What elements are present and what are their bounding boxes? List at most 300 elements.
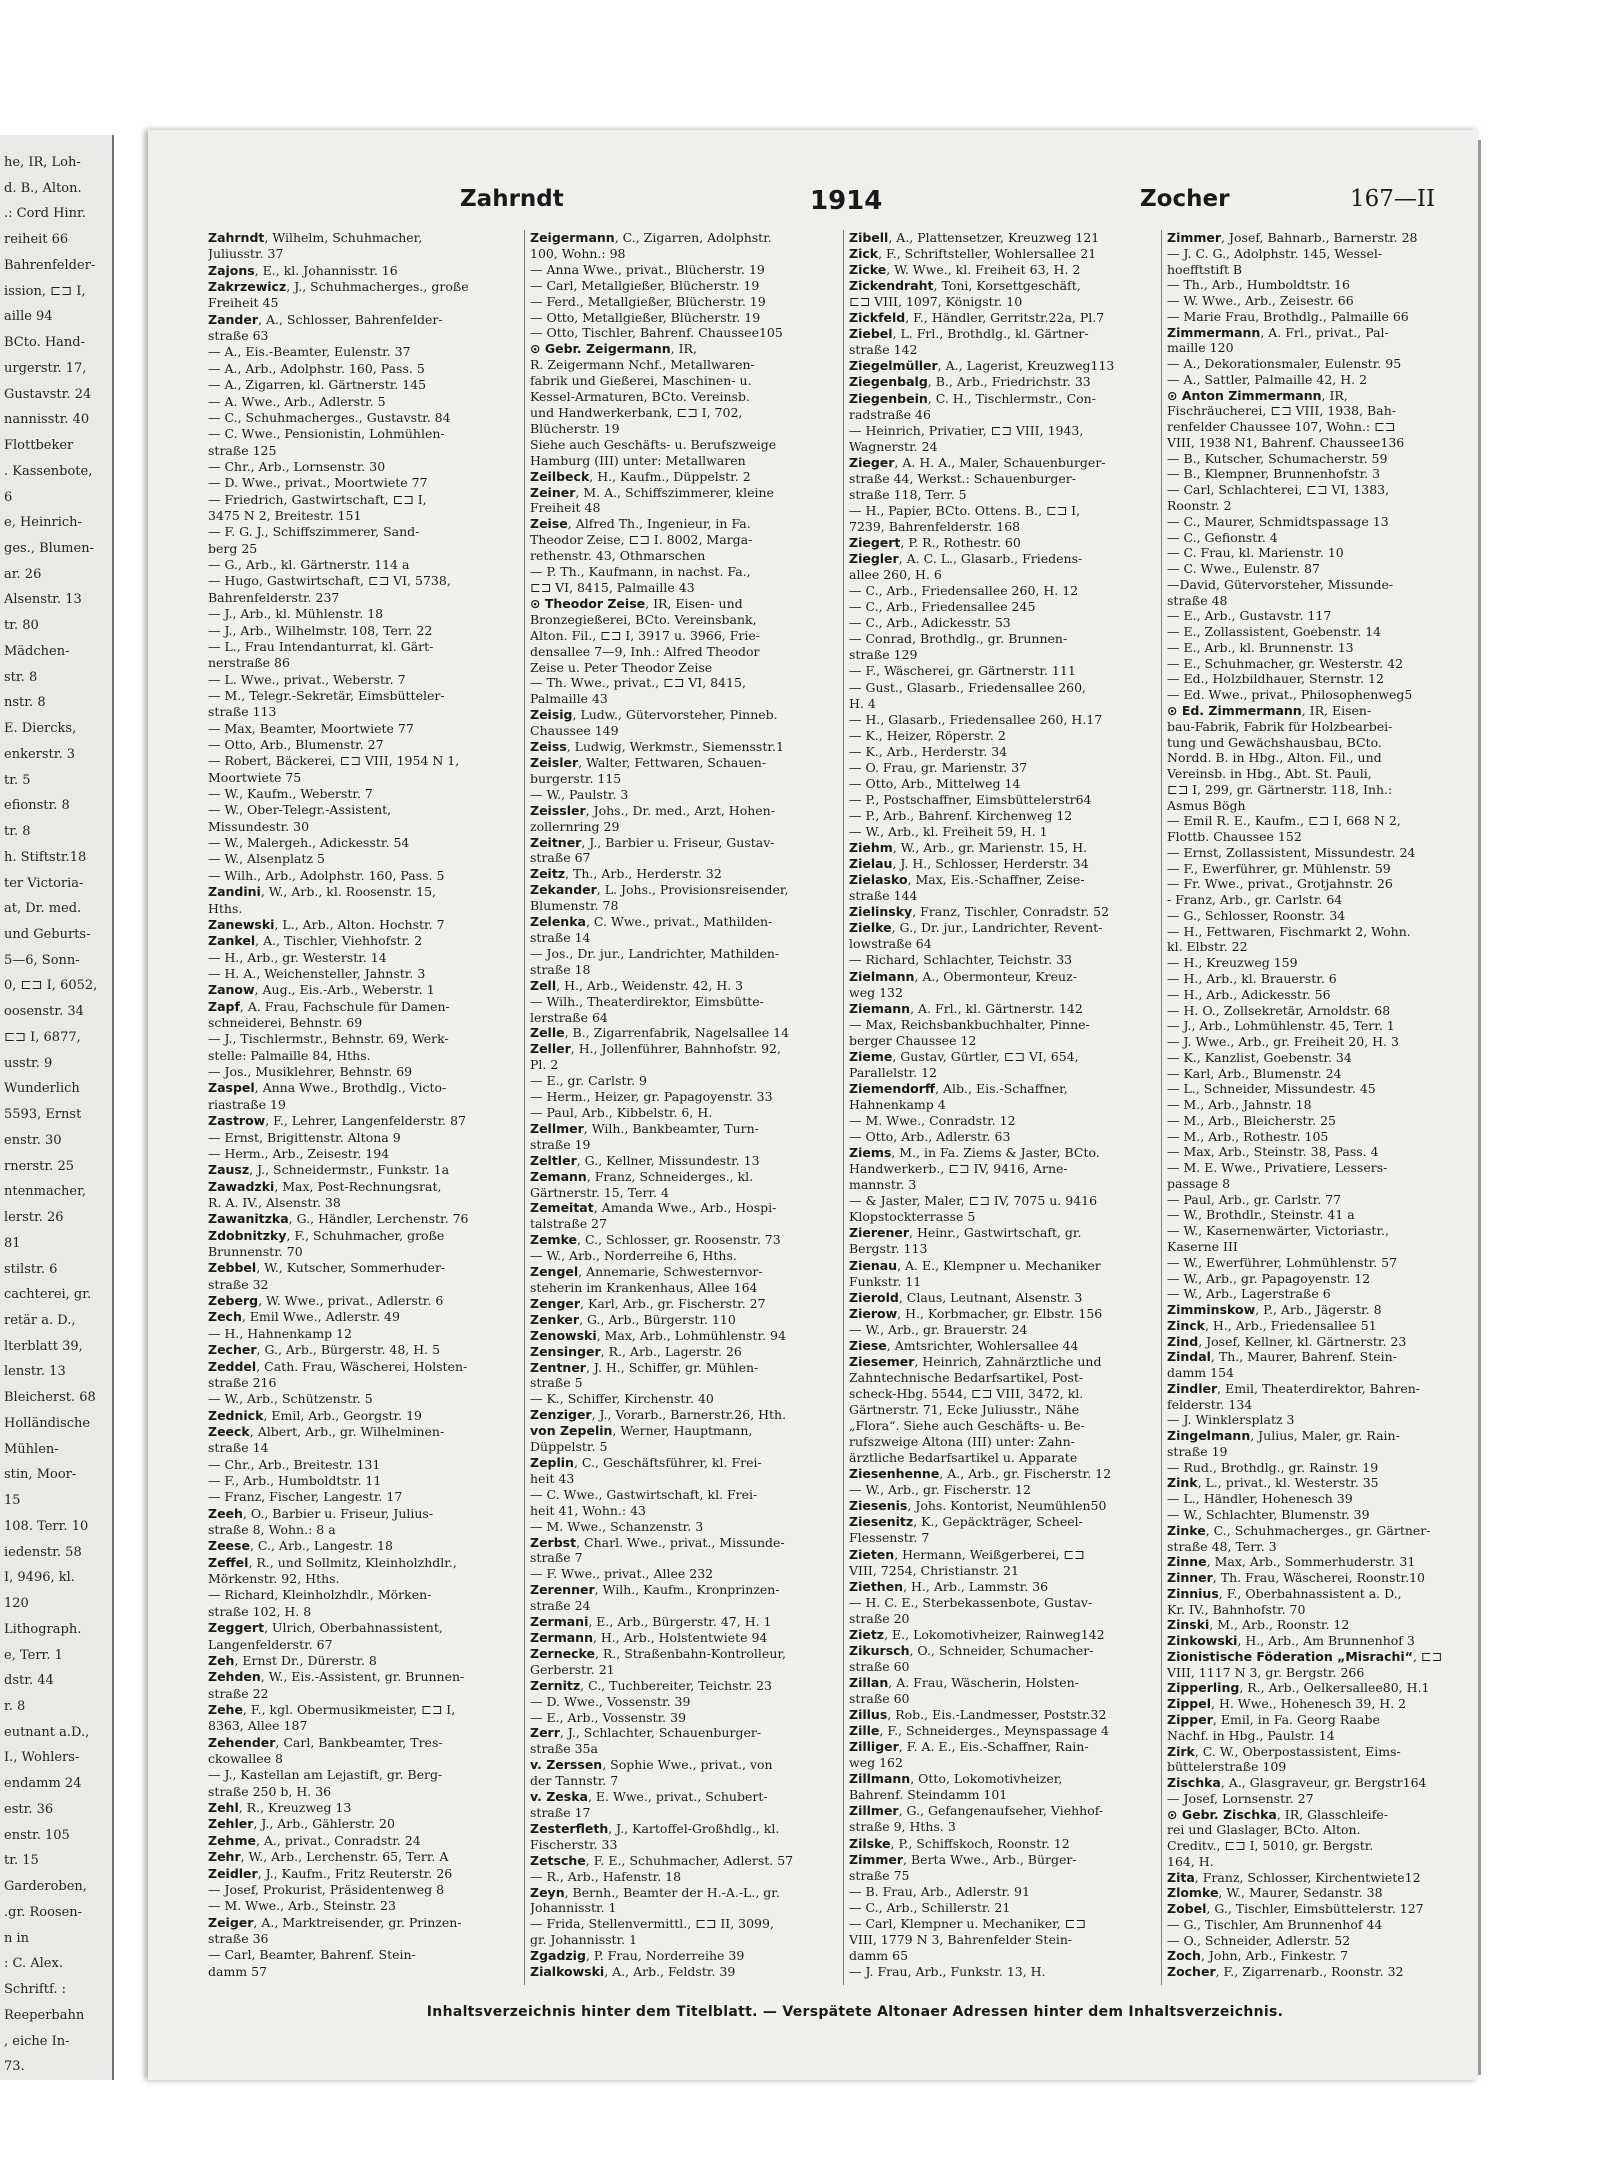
directory-entry-line: — Richard, Schlachter, Teichstr. 33 [849,952,1073,968]
directory-entry-line: — J., Arb., Lohmühlenstr. 45, Terr. 1 [1167,1018,1395,1034]
directory-entry-line: — Carl, Metallgießer, Blücherstr. 19 [530,277,760,293]
directory-column-3 [849,230,1149,1985]
directory-entry-line: Siehe auch Geschäfts- u. Berufszweige [530,436,777,452]
directory-entry-line: — G., Schlosser, Roonstr. 34 [1167,907,1346,923]
directory-entry-line: Zahrndt, Wilhelm, Schuhmacher, [208,230,423,245]
directory-entry-line: Zebbel, W., Kutscher, Sommerhuder- [208,1260,446,1276]
previous-page-line: at, Dr. med. [4,901,82,917]
directory-entry-line: berger Chaussee 12 [849,1032,977,1048]
previous-page-line: ges., Blumen- [4,541,94,556]
directory-entry-line: Wagnerstr. 24 [849,438,938,454]
directory-entry-line: — H. A., Weichensteller, Jahnstr. 3 [208,965,426,981]
directory-entry-line: Juliusstr. 37 [208,246,284,262]
directory-entry-line: — Frida, Stellenvermittl., ⊏⊐ II, 3099, [530,1916,774,1932]
directory-entry-line: Bergstr. 113 [849,1241,928,1257]
directory-entry-line: straße 44, Werkst.: Schauenburger- [849,470,1077,486]
directory-entry-line: straße 8, Wohn.: 8 a [208,1522,336,1538]
directory-entry-line: Zankel, A., Tischler, Viehhofstr. 2 [208,933,423,949]
directory-entry-line: Zerr, J., Schlachter, Schauenburger- [530,1725,762,1741]
directory-entry-line: Palmaille 43 [530,691,608,707]
directory-entry-line: damm 65 [849,1947,909,1963]
directory-entry-line: Zirk, C. W., Oberpostassistent, Eims- [1167,1743,1401,1759]
directory-entry-line: Zerenner, Wilh., Kaufm., Kronprinzen- [530,1582,780,1598]
directory-entry-line: Zierow, H., Korbmacher, gr. Elbstr. 156 [849,1305,1103,1321]
directory-entry-line: — Chr., Arb., Breitestr. 131 [208,1456,381,1472]
directory-entry-line: VIII, 1117 N 3, gr. Bergstr. 266 [1167,1664,1365,1680]
directory-entry-line: — Josef, Lornsenstr. 27 [1167,1790,1314,1806]
directory-entry-line: — A., Sattler, Palmaille 42, H. 2 [1167,371,1368,387]
directory-entry-line: Zeddel, Cath. Frau, Wäscherei, Holsten- [208,1358,468,1374]
directory-entry-line: straße 35a [530,1741,598,1757]
previous-page-line: 15 [4,1493,21,1509]
directory-entry-line: Ziesenitz, K., Gepäckträger, Scheel- [849,1514,1083,1530]
directory-entry-line: — H. C. E., Sterbekassenbote, Gustav- [849,1594,1093,1610]
directory-entry-line: „Flora“. Siehe auch Geschäfts- u. Be- [849,1418,1085,1434]
directory-entry-line: damm 154 [1167,1365,1234,1381]
previous-page-line: Bahrenfelder- [4,257,96,273]
directory-entry-line: — W., Arb., gr. Fischerstr. 12 [849,1482,1031,1498]
directory-entry-line: straße 102, H. 8 [208,1603,312,1619]
directory-entry-line: Zeltler, G., Kellner, Missundestr. 13 [530,1152,760,1168]
directory-entry-line: — J., Arb., Wilhelmstr. 108, Terr. 22 [208,622,433,638]
directory-entry-line: nerstraße 86 [208,655,290,671]
directory-entry-line: Ziemendorff, Alb., Eis.-Schaffner, [849,1080,1068,1096]
directory-entry-line: Zionistische Föderation „Misrachi“, ⊏⊐ [1167,1648,1443,1664]
directory-entry-line: Zekander, L. Johs., Provisionsreisender, [530,882,789,898]
page-edge-shadow [1478,140,1481,2075]
directory-column-1 [208,230,508,1985]
directory-entry-line: — B., Kutscher, Schumacherstr. 59 [1167,450,1388,466]
directory-entry-line: talstraße 27 [530,1216,607,1232]
previous-page-fragment [0,135,114,2080]
directory-entry-line: Zickfeld, F., Händler, Gerritstr.22a, Pl.7 [849,310,1105,326]
directory-entry-line: Handwerkerb., ⊏⊐ IV, 9416, Arne- [849,1161,1068,1177]
previous-page-line: d. B., Alton. [4,180,82,196]
directory-entry-line: Kessel-Armaturen, BCto. Vereinsb. [530,389,750,405]
directory-entry-line: 7239, Bahrenfelderstr. 168 [849,518,1021,534]
directory-entry-line: Zakrzewicz, J., Schuhmacherges., große [208,279,469,295]
directory-entry-line: Ziems, M., in Fa. Ziems & Jaster, BCto. [849,1145,1100,1161]
directory-entry-line: Zinner, Th. Frau, Wäscherei, Roonstr.10 [1167,1570,1426,1586]
directory-entry-line: straße 216 [208,1374,277,1390]
directory-entry-line: heit 43 [530,1470,575,1486]
directory-entry-line: straße 19 [530,1136,591,1152]
directory-entry-line: Zerbst, Charl. Wwe., privat., Missunde- [530,1534,785,1550]
directory-entry-line: burgerstr. 115 [530,770,622,786]
directory-entry-line: — E., Schuhmacher, gr. Westerstr. 42 [1167,655,1404,671]
directory-entry-line: rufszweige Altona (III) unter: Zahn- [849,1434,1075,1450]
directory-entry-line: Zeiger, A., Marktreisender, gr. Prinzen- [208,1914,462,1930]
directory-entry-line: Zehden, W., Eis.-Assistent, gr. Brunnen- [208,1669,465,1685]
previous-page-line: stin, Moor- [4,1467,77,1483]
directory-entry-line: Zinski, M., Arb., Roonstr. 12 [1167,1617,1350,1633]
directory-entry-line: — Otto, Tischler, Bahrenf. Chaussee105 [530,325,783,341]
directory-entry-line: Zimmermann, A. Frl., privat., Pal- [1167,324,1389,340]
directory-entry-line: — K., Heizer, Röperstr. 2 [849,727,1006,743]
directory-entry-line: Zierener, Heinr., Gastwirtschaft, gr. [849,1225,1082,1241]
directory-entry-line: Zenowski, Max, Arb., Lohmühlenstr. 94 [530,1327,786,1343]
directory-entry-line: — M., Arb., Rothestr. 105 [1167,1128,1329,1144]
directory-entry-line: — W., Arb., kl. Freiheit 59, H. 1 [849,824,1048,840]
previous-page-line: tr. 5 [4,772,31,788]
directory-entry-line: Zawadzki, Max, Post-Rechnungsrat, [208,1178,442,1194]
directory-entry-line: — W., Arb., gr. Papagoyenstr. 12 [1167,1270,1371,1286]
directory-entry-line: Zenker, G., Arb., Bürgerstr. 110 [530,1311,736,1327]
directory-entry-line: — Ernst, Brigittenstr. Altona 9 [208,1129,401,1145]
directory-entry-line: — W., Kasernenwärter, Victoriastr., [1167,1223,1389,1239]
header-last-name: Zocher [1140,186,1230,212]
previous-page-line: enstr. 105 [4,1827,70,1843]
directory-entry-line: Ziegler, A. C. L., Glasarb., Friedens- [849,551,1083,567]
previous-page-line: e, Terr. 1 [4,1647,63,1663]
directory-column-4 [1167,230,1467,1985]
directory-entry-line: — E., Arb., Vossenstr. 39 [530,1709,687,1725]
directory-entry-line: straße 19 [1167,1443,1228,1459]
directory-entry-line: straße 144 [849,888,918,904]
directory-entry-line: Zapf, A. Frau, Fachschule für Damen- [208,998,450,1014]
previous-page-line: usstr. 9 [4,1055,53,1071]
directory-entry-line: — K., Schiffer, Kirchenstr. 40 [530,1391,714,1407]
directory-entry-line: straße 36 [208,1930,269,1946]
directory-entry-line: — C., Maurer, Schmidtspassage 13 [1167,513,1389,529]
previous-page-line: . Kassenbote, [4,463,93,479]
directory-entry-line: renfelder Chaussee 107, Wohn.: ⊏⊐ [1167,419,1396,435]
directory-entry-line: Johannisstr. 1 [530,1900,617,1916]
previous-page-line: I., Wohlers- [4,1750,80,1766]
directory-entry-line: — K., Kanzlist, Goebenstr. 34 [1167,1049,1352,1065]
directory-entry-line: — Th. Wwe., privat., ⊏⊐ VI, 8415, [530,675,746,691]
directory-entry-line: — Max, Beamter, Moortwiete 77 [208,720,414,736]
previous-page-line: lterblatt 39, [4,1338,83,1354]
previous-page-line: BCto. Hand- [4,335,86,351]
directory-entry-line: ⊙ Gebr. Zischka, IR, Glasschleife- [1167,1806,1389,1822]
directory-entry-line: — C. Wwe., Pensionistin, Lohmühlen- [208,426,445,442]
directory-entry-line: — C. Wwe., Gastwirtschaft, kl. Frei- [530,1486,758,1502]
directory-entry-line: Freiheit 48 [530,500,601,516]
directory-entry-line: — J., Tischlermstr., Behnstr. 69, Werk- [208,1031,449,1047]
directory-entry-line: — Ed., Holzbildhauer, Sternstr. 12 [1167,671,1384,687]
previous-page-line: 120 [4,1596,29,1612]
previous-page-line: .: Cord Hinr. [4,206,86,222]
directory-entry-line: — E., gr. Carlstr. 9 [530,1073,647,1089]
directory-entry-line: und Handwerkerbank, ⊏⊐ I, 702, [530,405,743,420]
directory-column-2 [530,230,830,1985]
directory-entry-line: ⊙ Anton Zimmermann, IR, [1167,387,1348,403]
previous-page-line: Flottbeker [4,438,74,454]
directory-entry-line: Zenziger, J., Vorarb., Barnerstr.26, Hth. [530,1407,787,1423]
directory-entry-line: — Jos., Musiklehrer, Behnstr. 69 [208,1064,413,1080]
directory-entry-line: Ziebel, L. Frl., Brothdlg., kl. Gärtner- [849,326,1089,342]
directory-entry-line: Nachf. in Hbg., Paulstr. 14 [1167,1727,1335,1743]
directory-entry-line: Hamburg (III) unter: Metallwaren [530,452,746,468]
directory-entry-line: Zastrow, F., Lehrer, Langenfelderstr. 87 [208,1113,467,1129]
directory-entry-line: Zingelmann, Julius, Maler, gr. Rain- [1167,1428,1400,1444]
directory-entry-line: Zilske, P., Schiffskoch, Roonstr. 12 [849,1835,1070,1851]
directory-entry-line: — W., Schlachter, Blumenstr. 39 [1167,1507,1370,1523]
directory-entry-line: Zednick, Emil, Arb., Georgstr. 19 [208,1407,422,1423]
previous-page-line: Lithograph. [4,1621,82,1637]
directory-entry-line: Zahntechnische Bedarfsartikel, Post- [849,1369,1084,1385]
directory-entry-line: — F., Ewerführer, gr. Mühlenstr. 59 [1167,860,1391,876]
previous-page-line: Gustavstr. 24 [4,386,92,402]
previous-page-line: : C. Alex. [4,1956,63,1972]
directory-entry-line: Zech, Emil Wwe., Adlerstr. 49 [208,1309,400,1325]
directory-entry-line: straße 14 [530,930,591,945]
directory-entry-line: — W., Malergeh., Adickesstr. 54 [208,835,410,851]
directory-entry-line: — A. Wwe., Arb., Adlerstr. 5 [208,393,386,409]
directory-entry-line: VIII, 1938 N1, Bahrenf. Chaussee136 [1167,434,1405,450]
directory-entry-line: Hths. [208,900,243,916]
directory-entry-line: R. Zeigermann Nchf., Metallwaren- [530,357,755,373]
directory-entry-line: passage 8 [1167,1175,1231,1191]
directory-entry-line: — C., Arb., Schillerstr. 21 [849,1899,1011,1915]
directory-entry-line: — A., Eis.-Beamter, Eulenstr. 37 [208,344,411,360]
directory-entry-line: — Rud., Brothdlg., gr. Rainstr. 19 [1167,1459,1379,1475]
directory-entry-line: ⊙ Theodor Zeise, IR, Eisen- und [530,595,743,611]
previous-page-line: nannisstr. 40 [4,412,90,428]
directory-entry-line: — R., Arb., Hafenstr. 18 [530,1868,682,1884]
previous-page-line: 81 [4,1235,21,1251]
directory-entry-line: Zindler, Emil, Theaterdirektor, Bahren- [1167,1380,1421,1396]
directory-entry-line: ⊙ Gebr. Zeigermann, IR, [530,341,697,357]
directory-entry-line: Zellmer, Wilh., Bankbeamter, Turn- [530,1120,759,1136]
directory-entry-line: Zeplin, C., Geschäftsführer, kl. Frei- [530,1455,762,1470]
previous-page-line: 0, ⊏⊐ I, 6052, [4,978,98,994]
directory-entry-line: Zeitner, J., Barbier u. Friseur, Gustav- [530,834,775,850]
directory-entry-line: v. Zeska, E. Wwe., privat., Schubert- [530,1789,768,1805]
directory-entry-line: Creditv., ⊏⊐ I, 5010, gr. Bergstr. [1167,1838,1374,1854]
directory-entry-line: Theodor Zeise, ⊏⊐ I. 8002, Marga- [530,532,753,548]
directory-entry-line: — Hugo, Gastwirtschaft, ⊏⊐ VI, 5738, [208,573,451,589]
directory-entry-line: — A., Dekorationsmaler, Eulenstr. 95 [1167,356,1402,372]
previous-page-line: he, IR, Loh- [4,155,81,170]
directory-entry-line: Zemke, C., Schlosser, gr. Roosenstr. 73 [530,1232,781,1248]
directory-entry-line: zollernring 29 [530,818,620,834]
directory-entry-line: Hahnenkamp 4 [849,1096,946,1112]
directory-entry-line: H. 4 [849,695,876,711]
previous-page-line: reiheit 66 [4,232,69,248]
directory-entry-line: — Friedrich, Gastwirtschaft, ⊏⊐ I, [208,491,427,507]
directory-entry-line: Zind, Josef, Kellner, kl. Gärtnerstr. 23 [1167,1333,1407,1349]
footer-notice: Inhaltsverzeichnis hinter dem Titelblatt. — Verspätete Altonaer Adressen hinter dem Inhaltsverzeichnis. [426,2004,1284,2020]
directory-entry-line: Zelenka, C. Wwe., privat., Mathilden- [530,914,773,930]
directory-entry-line: ⊏⊐ VIII, 1097, Königstr. 10 [849,294,1023,310]
directory-entry-line: Zanewski, L., Arb., Alton. Hochstr. 7 [208,916,445,932]
directory-entry-line: berg 25 [208,540,258,556]
directory-entry-line: rei und Glaslager, BCto. Alton. [1167,1822,1361,1838]
directory-entry-line: Zelle, B., Zigarrenfabrik, Nagelsallee 14 [530,1025,790,1041]
directory-entry-line: maille 120 [1167,340,1234,356]
directory-entry-line: — C., Schuhmacherges., Gustavstr. 84 [208,409,451,425]
directory-entry-line: — W. Wwe., Arb., Zeisestr. 66 [1167,293,1354,309]
directory-entry-line: Zeggert, Ulrich, Oberbahnassistent, [208,1620,443,1636]
directory-entry-line: — C., Arb., Friedensallee 245 [849,599,1036,615]
directory-entry-line: — C. Wwe., Eulenstr. 87 [1167,561,1320,577]
directory-entry-line: Zieme, Gustav, Gürtler, ⊏⊐ VI, 654, [849,1048,1079,1064]
directory-entry-line: — Heinrich, Privatier, ⊏⊐ VIII, 1943, [849,422,1084,438]
previous-page-line: e, Heinrich- [4,515,82,531]
directory-entry-line: Zeiss, Ludwig, Werkmstr., Siemensstr.1 [530,739,784,755]
directory-entry-line: stelle: Palmaille 84, Hths. [208,1047,371,1063]
directory-entry-line: — Fr. Wwe., privat., Grotjahnstr. 26 [1167,876,1393,892]
directory-entry-line: büttelerstraße 109 [1167,1759,1287,1775]
directory-entry-line: straße 18 [530,961,591,977]
directory-entry-line: tung und Gewächshausbau, BCto. [1167,734,1382,750]
directory-entry-line: — Max, Arb., Steinstr. 38, Pass. 4 [1167,1144,1379,1160]
directory-entry-line: Zinne, Max, Arb., Sommerhuderstr. 31 [1167,1554,1416,1570]
previous-page-line: Schriftf. : [4,1982,66,1998]
directory-entry-line: straße 125 [208,442,277,458]
directory-entry-line: — O., Schneider, Adlerstr. 52 [1167,1932,1351,1948]
directory-entry-line: Zieten, Hermann, Weißgerberei, ⊏⊐ [849,1546,1085,1562]
directory-entry-line: straße 24 [530,1598,591,1614]
previous-page-line: enstr. 30 [4,1132,62,1148]
directory-entry-line: Zeeh, O., Barbier u. Friseur, Julius- [208,1505,434,1521]
directory-entry-line: — Carl, Schlachterei, ⊏⊐ VI, 1383, [1167,482,1390,498]
directory-entry-line: Alton. Fil., ⊏⊐ I, 3917 u. 3966, Frie- [530,627,760,643]
previous-page-line: dstr. 44 [4,1673,54,1689]
directory-entry-line: densallee 7—9, Inh.: Alfred Theodor [530,643,760,659]
previous-page-line: urgerstr. 17, [4,360,87,376]
directory-entry-line: Zajons, E., kl. Johannisstr. 16 [208,262,398,278]
directory-entry-line: — C., Arb., Adickesstr. 53 [849,615,1011,631]
directory-entry-line: Zimmer, Josef, Bahnarb., Barnerstr. 28 [1167,230,1418,245]
previous-page-line: nstr. 8 [4,695,46,711]
directory-entry-line: — W., Brothdlr., Steinstr. 41 a [1167,1207,1355,1223]
directory-entry-line: Zielke, G., Dr. jur., Landrichter, Revent- [849,920,1103,936]
directory-entry-line: Zetsche, F. E., Schuhmacher, Adlerst. 57 [530,1852,794,1868]
directory-entry-line: weg 162 [849,1755,903,1771]
directory-entry-line: lerstraße 64 [530,1009,608,1025]
directory-entry-line: Mörkenstr. 92, Hths. [208,1571,340,1587]
header-year: 1914 [810,186,883,216]
directory-entry-line: straße 118, Terr. 5 [849,486,967,502]
directory-entry-line: hoefftstift B [1167,261,1243,277]
directory-entry-line: Zermani, E., Arb., Bürgerstr. 47, H. 1 [530,1614,772,1630]
previous-page-line: rnerstr. 25 [4,1158,74,1174]
directory-entry-line: Ziegert, P. R., Rothestr. 60 [849,535,1021,551]
directory-entry-line: Zeise, Alfred Th., Ingenieur, in Fa. [530,516,751,532]
directory-entry-line: Zausz, J., Schneidermstr., Funkstr. 1a [208,1162,450,1178]
directory-entry-line: Zecher, G., Arb., Bürgerstr. 48, H. 5 [208,1342,441,1358]
directory-entry-line: — Marie Frau, Brothdlg., Palmaille 66 [1167,308,1409,324]
directory-entry-line: 3475 N 2, Breitestr. 151 [208,508,362,524]
directory-entry-line: Zobel, G., Tischler, Eimsbüttelerstr. 127 [1167,1901,1424,1917]
directory-entry-line: — B., Klempner, Brunnenhofstr. 3 [1167,466,1381,482]
directory-entry-line: — Wilh., Theaterdirektor, Eimsbütte- [530,993,764,1009]
directory-entry-line: — Paul, Arb., gr. Carlstr. 77 [1167,1191,1342,1207]
directory-entry-line: — Anna Wwe., privat., Blücherstr. 19 [530,261,765,277]
directory-entry-line: — W., Alsenplatz 5 [208,851,325,867]
directory-entry-line: — G., Arb., kl. Gärtnerstr. 114 a [208,557,410,573]
directory-entry-line: Zawanitzka, G., Händler, Lerchenstr. 76 [208,1211,469,1227]
directory-entry-line: Zdobnitzky, F., Schuhmacher, große [208,1227,445,1243]
directory-entry-line: Zietz, E., Lokomotivheizer, Rainweg142 [849,1626,1105,1642]
directory-entry-line: Zehl, R., Kreuzweg 13 [208,1800,352,1816]
directory-entry-line: — F., Wäscherei, gr. Gärtnerstr. 111 [849,663,1076,679]
directory-entry-line: — W., Arb., gr. Brauerstr. 24 [849,1321,1028,1337]
directory-entry-line: Zehender, Carl, Bankbeamter, Tres- [208,1734,443,1750]
directory-entry-line: mannstr. 3 [849,1177,917,1193]
directory-entry-line: 100, Wohn.: 98 [530,245,626,261]
directory-entry-line: Zillus, Rob., Eis.-Landmesser, Poststr.32 [849,1707,1107,1723]
directory-entry-line: — Jos., Dr. jur., Landrichter, Mathilden- [530,945,780,961]
directory-entry-line: — D. Wwe., privat., Moortwiete 77 [208,475,428,491]
directory-entry-line: — J. C. G., Adolphstr. 145, Wessel- [1167,245,1383,261]
directory-entry-line: — Gust., Glasarb., Friedensallee 260, [849,679,1087,695]
directory-entry-line: Bronzegießerei, BCto. Vereinsbank, [530,611,757,627]
directory-entry-line: damm 57 [208,1963,268,1979]
directory-entry-line: gr. Johannisstr. 1 [530,1932,638,1948]
directory-entry-line: Zieger, A. H. A., Maler, Schauenburger- [849,454,1106,470]
directory-entry-line: straße 60 [849,1691,910,1706]
directory-entry-line: Zialkowski, A., Arb., Feldstr. 39 [530,1964,736,1980]
directory-entry-line: — & Jaster, Maler, ⊏⊐ IV, 7075 u. 9416 [849,1193,1098,1209]
directory-entry-line: Langenfelderstr. 67 [208,1636,333,1652]
directory-entry-line: Zell, H., Arb., Weidenstr. 42, H. 3 [530,977,744,993]
directory-entry-line: — J. Frau, Arb., Funkstr. 13, H. [849,1963,1046,1979]
directory-entry-line: — M. E. Wwe., Privatiere, Lessers- [1167,1160,1388,1176]
directory-entry-line: — F. Wwe., privat., Allee 232 [530,1566,714,1582]
directory-entry-line: R. A. IV., Alsenstr. 38 [208,1194,341,1210]
directory-entry-line: Zielau, J. H., Schlosser, Herderstr. 34 [849,856,1089,872]
directory-entry-line: — G., Tischler, Am Brunnenhof 44 [1167,1916,1383,1932]
directory-entry-line: Zemeitat, Amanda Wwe., Arb., Hospi- [530,1200,777,1216]
directory-entry-line: Zeberg, W. Wwe., privat., Adlerstr. 6 [208,1293,444,1309]
directory-entry-line: — Th., Arb., Humboldtstr. 16 [1167,277,1350,293]
directory-entry-line: Zeigermann, C., Zigarren, Adolphstr. [530,230,772,245]
directory-entry-line: Ziese, Amtsrichter, Wohlersallee 44 [849,1337,1079,1353]
directory-entry-line: Zermann, H., Arb., Holstentwiete 94 [530,1630,768,1645]
directory-entry-line: Zehe, F., kgl. Obermusikmeister, ⊏⊐ I, [208,1701,456,1717]
directory-entry-line: — H., Kreuzweg 159 [1167,955,1298,971]
directory-entry-line: Ziegenbein, C. H., Tischlermstr., Con- [849,390,1096,406]
directory-entry-line: — L. Wwe., privat., Weberstr. 7 [208,671,406,687]
directory-entry-line: Kr. IV., Bahnhofstr. 70 [1167,1601,1306,1617]
directory-entry-line: — Richard, Kleinholzhdlr., Mörken- [208,1587,432,1603]
directory-entry-line: — L., Schneider, Missundestr. 45 [1167,1081,1376,1097]
directory-entry-line: — M., Arb., Bleicherstr. 25 [1167,1112,1337,1128]
directory-entry-line: — K., Arb., Herderstr. 34 [849,743,1008,759]
previous-page-line: h. Stiftstr.18 [4,849,87,865]
directory-entry-line: Düppelstr. 5 [530,1439,608,1455]
directory-entry-line: Gärtnerstr. 71, Ecke Juliusstr., Nähe [849,1402,1080,1418]
directory-entry-line: — F. G. J., Schiffszimmerer, Sand- [208,524,420,540]
directory-entry-line: Bahrenf. Steindamm 101 [849,1787,1008,1803]
directory-entry-line: schneiderei, Behnstr. 69 [208,1015,363,1031]
directory-entry-line: Zander, A., Schlosser, Bahrenfelder- [208,311,443,327]
directory-entry-line: Zilliger, F. A. E., Eis.-Schaffner, Rain- [849,1739,1089,1755]
directory-entry-line: Fischräucherei, ⊏⊐ VIII, 1938, Bah- [1167,403,1396,419]
directory-entry-line: Vereinsb. in Hbg., Abt. St. Pauli, [1167,766,1372,782]
directory-entry-line: Flessenstr. 7 [849,1530,930,1546]
directory-entry-line: Zeller, H., Jollenführer, Bahnhofstr. 92, [530,1041,781,1057]
directory-entry-line: - Franz, Arb., gr. Carlstr. 64 [1167,892,1343,908]
directory-entry-line: Zimmer, Berta Wwe., Arb., Bürger- [849,1851,1077,1867]
previous-page-line: r. 8 [4,1699,26,1714]
directory-entry-line: ⊏⊐ VI, 8415, Palmaille 43 [530,580,695,595]
directory-entry-line: — Robert, Bäckerei, ⊏⊐ VIII, 1954 N 1, [208,753,460,769]
directory-entry-line: Zgadzig, P. Frau, Norderreihe 39 [530,1948,745,1964]
directory-entry-line: Flottb. Chaussee 152 [1167,829,1302,845]
directory-entry-line: Zibell, A., Plattensetzer, Kreuzweg 121 [849,230,1100,245]
directory-entry-line: — Otto, Arb., Blumenstr. 27 [208,737,384,752]
directory-entry-line: — H., Glasarb., Friedensallee 260, H.17 [849,711,1103,727]
directory-entry-line: kl. Elbstr. 22 [1167,939,1248,955]
previous-page-line: ⊏⊐ I, 6877, [4,1029,81,1045]
directory-entry-line: Zielasko, Max, Eis.-Schaffner, Zeise- [849,872,1085,888]
directory-entry-line: — W., Arb., Norderreihe 6, Hths. [530,1248,737,1264]
